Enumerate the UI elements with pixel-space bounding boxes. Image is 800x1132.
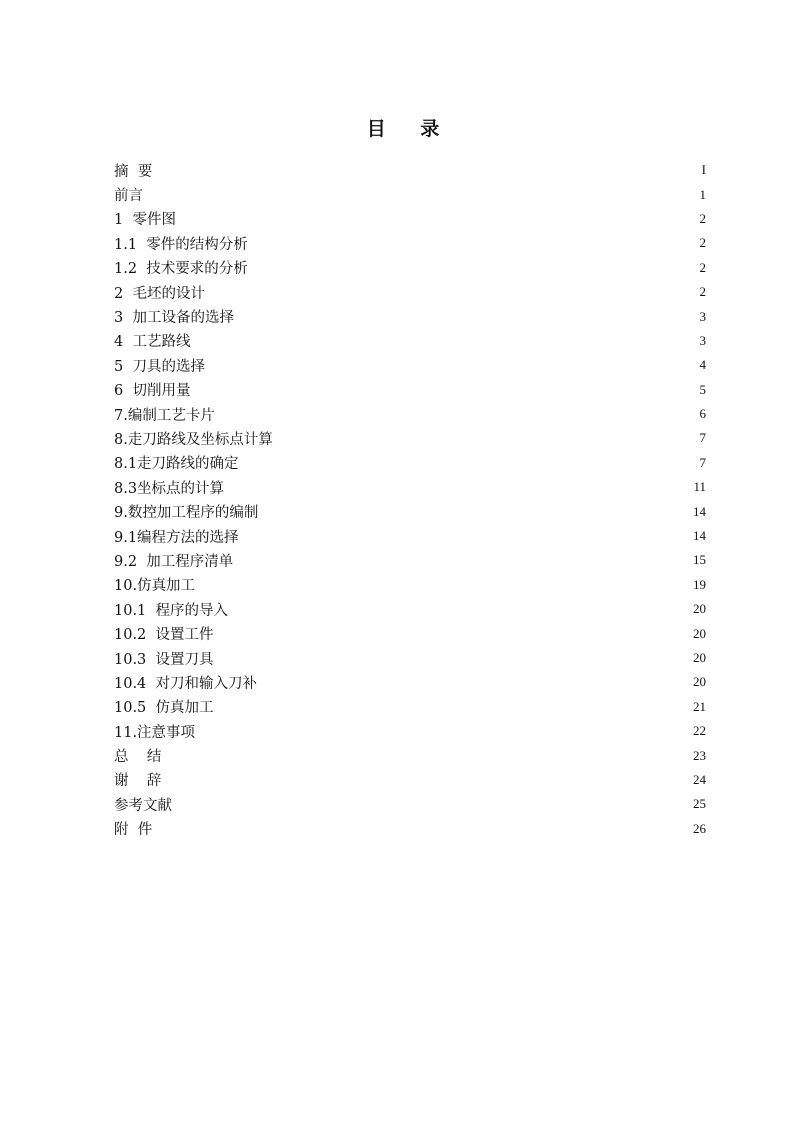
toc-entry-page-number: 24 [693,771,706,787]
toc-entry[interactable] [114,548,706,572]
toc-entry-label: 10.4 对刀和输入刀补 [114,675,258,692]
toc-entry[interactable] [114,158,706,182]
toc-entry[interactable] [114,817,706,841]
toc-entry[interactable] [114,256,706,280]
toc-entry-page-number: 14 [693,503,706,519]
toc-entry-label: 5 刀具的选择 [114,358,205,375]
toc-entry-label: 8.1走刀路线的确定 [114,456,239,473]
toc-entry[interactable] [114,304,706,328]
toc-entry-page-number: 2 [699,235,706,251]
toc-entry-label: 3 加工设备的选择 [114,310,234,327]
toc-entry-page-number: 11 [693,479,706,495]
toc-entry[interactable] [114,231,706,255]
toc-entry[interactable] [114,695,706,719]
toc-entry[interactable] [114,499,706,523]
toc-entry-label: 1 零件图 [114,212,176,229]
toc-entry-label: 参考文献 [114,797,172,814]
toc-entry-page-number: 14 [693,528,706,544]
toc-entry-label: 9.1编程方法的选择 [114,529,239,546]
toc-entry[interactable] [114,792,706,816]
toc-entry[interactable] [114,353,706,377]
toc-entry-page-number: 2 [699,284,706,300]
toc-entry-page-number: 7 [699,430,706,446]
toc-entry-label: 9.2 加工程序清单 [114,553,234,570]
toc-entry[interactable] [114,475,706,499]
toc-entry[interactable] [114,378,706,402]
toc-entry[interactable] [114,182,706,206]
toc-entry-page-number: 20 [693,674,706,690]
toc-entry-label: 1.2 技术要求的分析 [114,261,248,278]
toc-entry-label: 8.3坐标点的计算 [114,480,225,497]
toc-entry-label: 谢 辞 [114,773,162,790]
toc-entry[interactable] [114,573,706,597]
toc-entry-label: 前言 [114,188,143,205]
toc-entry[interactable] [114,280,706,304]
toc-entry-page-number: 19 [693,576,706,592]
toc-entry[interactable] [114,621,706,645]
toc-entry-page-number: 4 [699,357,706,373]
toc-entry-page-number: 5 [699,381,706,397]
toc-entry-page-number: 7 [699,454,706,470]
toc-entry-label: 附 件 [114,822,153,839]
toc-entry-page-number: 3 [699,308,706,324]
toc-entry[interactable] [114,524,706,548]
table-of-contents [114,158,706,841]
toc-entry-label: 11.注意事项 [114,724,196,741]
toc-entry[interactable] [114,426,706,450]
toc-entry-page-number: 2 [699,210,706,226]
toc-entry[interactable] [114,597,706,621]
toc-entry[interactable] [114,329,706,353]
toc-entry-label: 8.走刀路线及坐标点计算 [114,431,273,448]
toc-entry[interactable] [114,768,706,792]
toc-entry-label: 10.1 程序的导入 [114,602,229,619]
toc-entry-page-number: 15 [693,552,706,568]
toc-entry-page-number: 23 [693,747,706,763]
toc-entry[interactable] [114,207,706,231]
toc-entry-page-number: 20 [693,601,706,617]
toc-entry-label: 4 工艺路线 [114,334,191,351]
toc-entry[interactable] [114,670,706,694]
toc-entry[interactable] [114,743,706,767]
toc-entry[interactable] [114,646,706,670]
toc-entry-label: 6 切削用量 [114,383,191,400]
toc-entry-label: 2 毛坯的设计 [114,285,205,302]
toc-entry-page-number: 3 [699,332,706,348]
toc-entry[interactable] [114,402,706,426]
toc-entry-page-number: 20 [693,625,706,641]
toc-entry[interactable] [114,719,706,743]
toc-entry-label: 10.仿真加工 [114,578,196,595]
toc-entry-page-number: 6 [699,406,706,422]
toc-entry-label: 9.数控加工程序的编制 [114,505,259,522]
toc-entry-page-number: 22 [693,723,706,739]
toc-entry-label: 摘 要 [114,163,153,180]
toc-entry-label: 总 结 [114,749,162,766]
toc-entry-label: 10.5 仿真加工 [114,700,214,717]
toc-entry-label: 7.编制工艺卡片 [114,407,215,424]
toc-entry-page-number: 21 [693,698,706,714]
toc-entry-label: 1.1 零件的结构分析 [114,236,248,253]
toc-entry-page-number: 25 [693,796,706,812]
toc-entry-page-number: 20 [693,650,706,665]
toc-entry-page-number: I [701,162,706,178]
toc-entry-label: 10.2 设置工件 [114,627,214,644]
toc-entry[interactable] [114,451,706,475]
page-title: 目 录 [366,118,454,140]
toc-entry-page-number: 26 [693,820,706,836]
toc-entry-page-number: 1 [699,186,706,202]
toc-entry-label: 10.3 设置刀具 [114,651,214,668]
toc-entry-page-number: 2 [699,259,706,275]
